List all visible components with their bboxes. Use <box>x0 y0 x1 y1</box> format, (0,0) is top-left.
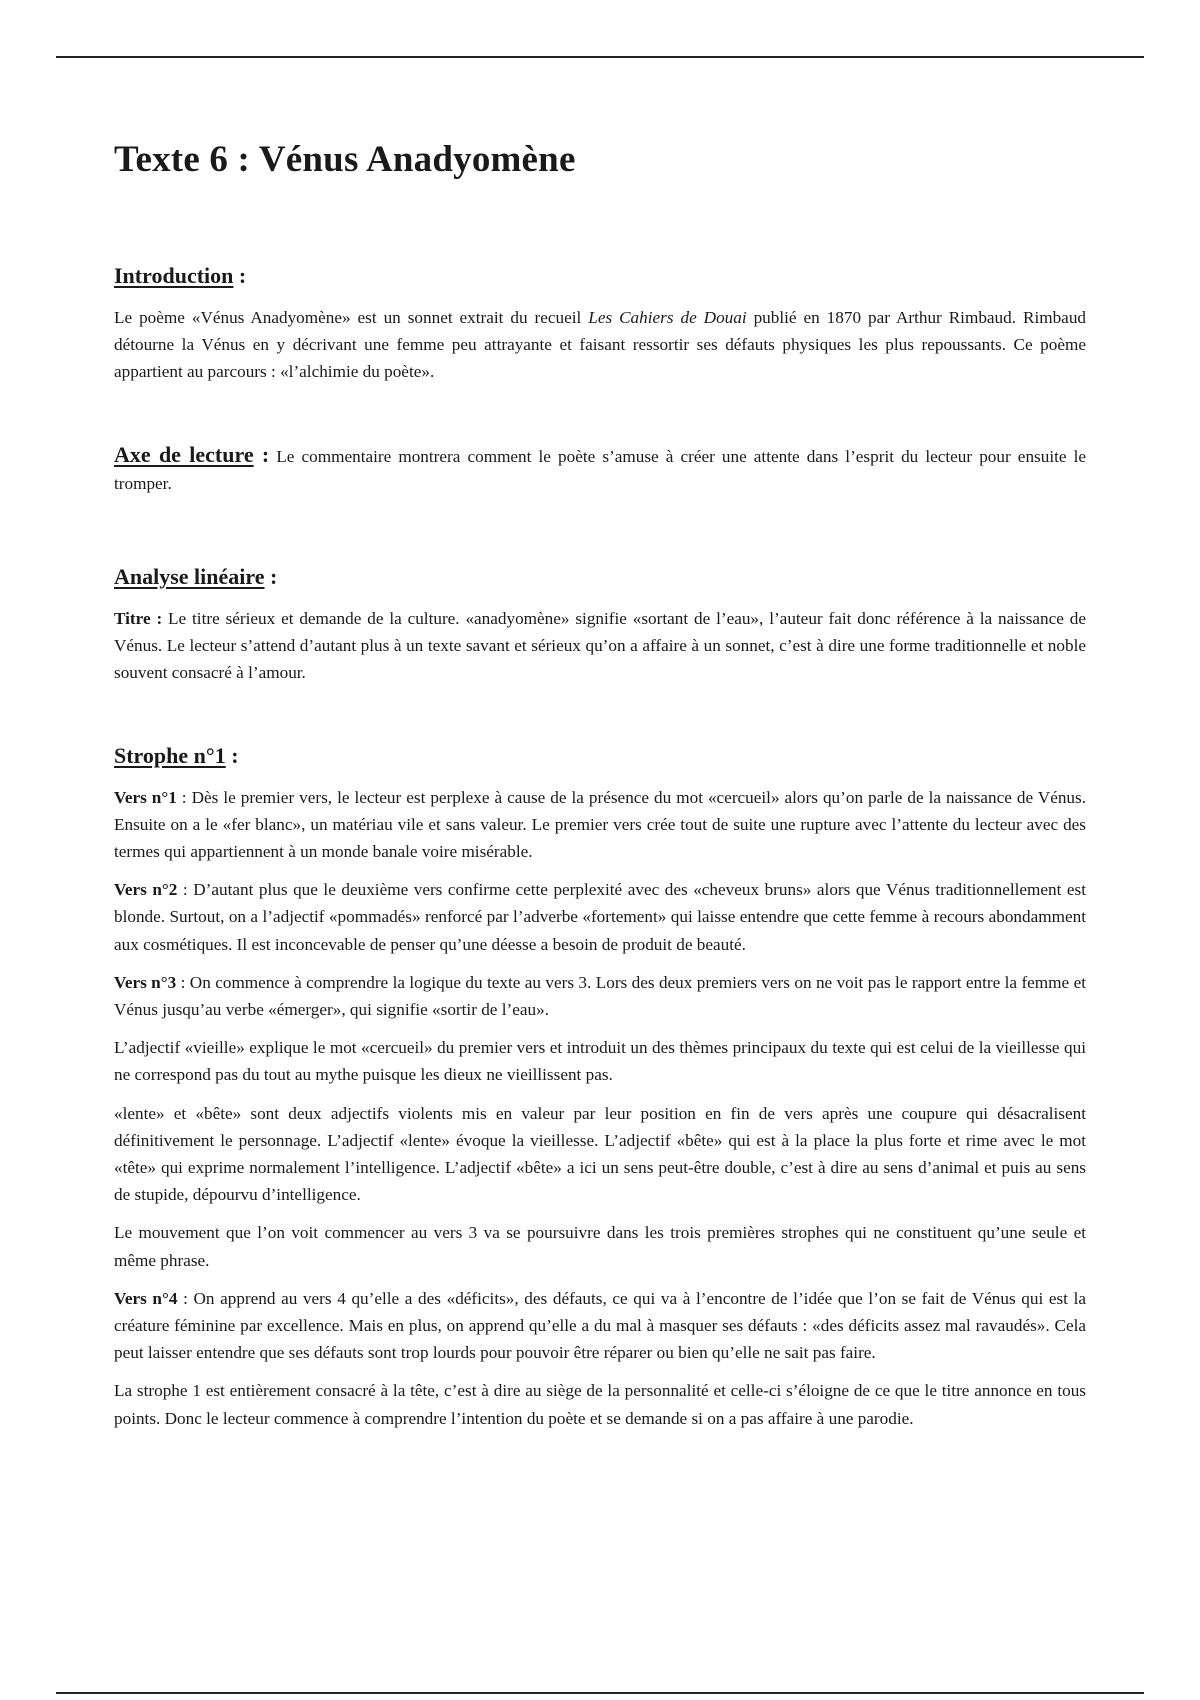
intro-text-end: publié en 1870 par Arthur Rimbaud. Rimbaud détourne la Vénus en y décrivant une femme peu attrayante et faisant ressortir ses défauts physiques les plus repoussants. Ce poème appartient au parcours : «l’alchimie du poète». <box>114 308 1087 382</box>
vers2-label: Vers n°2 <box>114 880 178 900</box>
strophe1-heading-text: Strophe n°1 <box>114 742 226 768</box>
vers1-text: : Dès le premier vers, le lecteur est perplexe à cause de la présence du mot «cercueil» alors qu’on parle de la naissance de Vénus. Ensuite on a le «fer blanc», un matériau vile et sans valeur. Le premier vers crée tout de suite une rupture avec l’attente du lecteur avec des termes qui appartiennent à un monde banale voire misérable. <box>114 787 1086 862</box>
vers4-paragraph <box>114 1285 1086 1367</box>
vers4-label: Vers n°4 <box>114 1288 178 1308</box>
vers2-paragraph <box>114 876 1086 958</box>
axe-section <box>114 441 1086 497</box>
analyse-heading-text: Analyse linéaire <box>114 564 265 590</box>
book-title: Les Cahiers de Douai <box>588 308 747 327</box>
heading-colon: : <box>253 441 270 467</box>
heading-colon: : <box>225 742 239 768</box>
top-rule <box>56 56 1144 58</box>
analyse-section <box>114 563 1086 687</box>
introduction-paragraph <box>114 304 1086 386</box>
page-title: Texte 6 : Vénus Anadyomène <box>114 139 576 180</box>
vers3-label: Vers n°3 <box>114 972 177 992</box>
heading-colon: : <box>233 263 247 288</box>
introduction-heading-text: Introduction <box>114 263 234 288</box>
vers3-paragraph <box>114 969 1086 1023</box>
mouvement-paragraph: Le mouvement que l’on voit commencer au vers 3 va se poursuivre dans les trois premières strophes qui ne constituent qu’une seule et même phrase. <box>114 1223 1086 1270</box>
strophe1-section <box>114 742 1086 1432</box>
intro-text-start: Le poème «Vénus Anadyomène» est un sonnet extrait du recueil <box>114 308 589 327</box>
vers1-paragraph <box>114 784 1086 866</box>
strophe1-heading <box>114 742 1086 770</box>
heading-colon: : <box>264 564 278 590</box>
analyse-heading <box>114 563 1086 591</box>
vers4-text: : On apprend au vers 4 qu’elle a des «déficits», des défauts, ce qui va à l’encontre de l’idée que l’on se fait de Vénus qui est la créature féminine par excellence. Mais en plus, on apprend qu’elle a du mal à masquer ses défauts : «des déficits assez mal ravaudés». Cela peut laisser entendre que ses défauts sont trop lourds pour pouvoir être réparer ou bien qu’elle ne sait pas faire. <box>114 1288 1086 1363</box>
vers2-text: : D’autant plus que le deuxième vers confirme cette perplexité avec des «cheveux bruns» alors que Vénus traditionnellement est blonde. Surtout, on a l’adjectif «pommadés» renforcé par l’adverbe «fortement» qui laisse entendre que cette femme à recours abondamment aux cosmétiques. Il est inconcevable de penser qu’une déesse a besoin de produit de beauté. <box>114 880 1087 954</box>
vers1-label: Vers n°1 <box>114 787 177 807</box>
bottom-rule <box>56 1692 1144 1694</box>
titre-label: Titre : <box>114 609 163 629</box>
axe-heading: Axe de lecture <box>114 441 254 467</box>
conclusion-paragraph: La strophe 1 est entièrement consacré à la tête, c’est à dire au siège de la personnalité et celle-ci s’éloigne de ce que le titre annonce en tous points. Donc le lecteur commence à comprendre l’intention du poète et se demande si on a pas affaire à une parodie. <box>114 1381 1086 1428</box>
introduction-heading <box>114 262 1086 290</box>
vieille-paragraph: L’adjectif «vieille» explique le mot «cercueil» du premier vers et introduit un des thèmes principaux du texte qui est celui de la vieillesse qui ne correspond pas du tout au mythe puisque les dieux ne vieillissent pas. <box>114 1038 1086 1085</box>
titre-paragraph <box>114 605 1086 687</box>
axe-text: Le commentaire montrera comment le poète s’amuse à créer une attente dans l’esprit du lecteur pour ensuite le tromper. <box>114 446 1086 493</box>
axe-paragraph <box>114 441 1086 497</box>
lente-paragraph: «lente» et «bête» sont deux adjectifs violents mis en valeur par leur position en fin de vers après une coupure qui désacralisent définitivement le personnage. L’adjectif «lente» évoque la vieillesse. L’adjectif «bête» qui est à la place la plus forte et rime avec le mot «tête» qui exprime normalement l’intelligence. L’adjectif «bête» a ici un sens peut-être double, c’est à dire au sens d’animal et puis au sens de stupide, dépourvu d’intelligence. <box>114 1103 1086 1205</box>
vers3-text: : On commence à comprendre la logique du texte au vers 3. Lors des deux premiers vers on ne voit pas le rapport entre la femme et Vénus jusqu’au verbe «émerger», qui signifie «sortir de l’eau». <box>114 972 1086 1020</box>
titre-text: Le titre sérieux et demande de la culture. «anadyomène» signifie «sortant de l’eau», l’auteur fait donc référence à la naissance de Vénus. Le lecteur s’attend d’autant plus à un texte savant et sérieux qu’on a affaire à un sonnet, c’est à dire une forme traditionnelle et noble souvent consacré à l’amour. <box>114 609 1086 683</box>
document-body <box>114 138 1086 1443</box>
introduction-section <box>114 262 1086 386</box>
